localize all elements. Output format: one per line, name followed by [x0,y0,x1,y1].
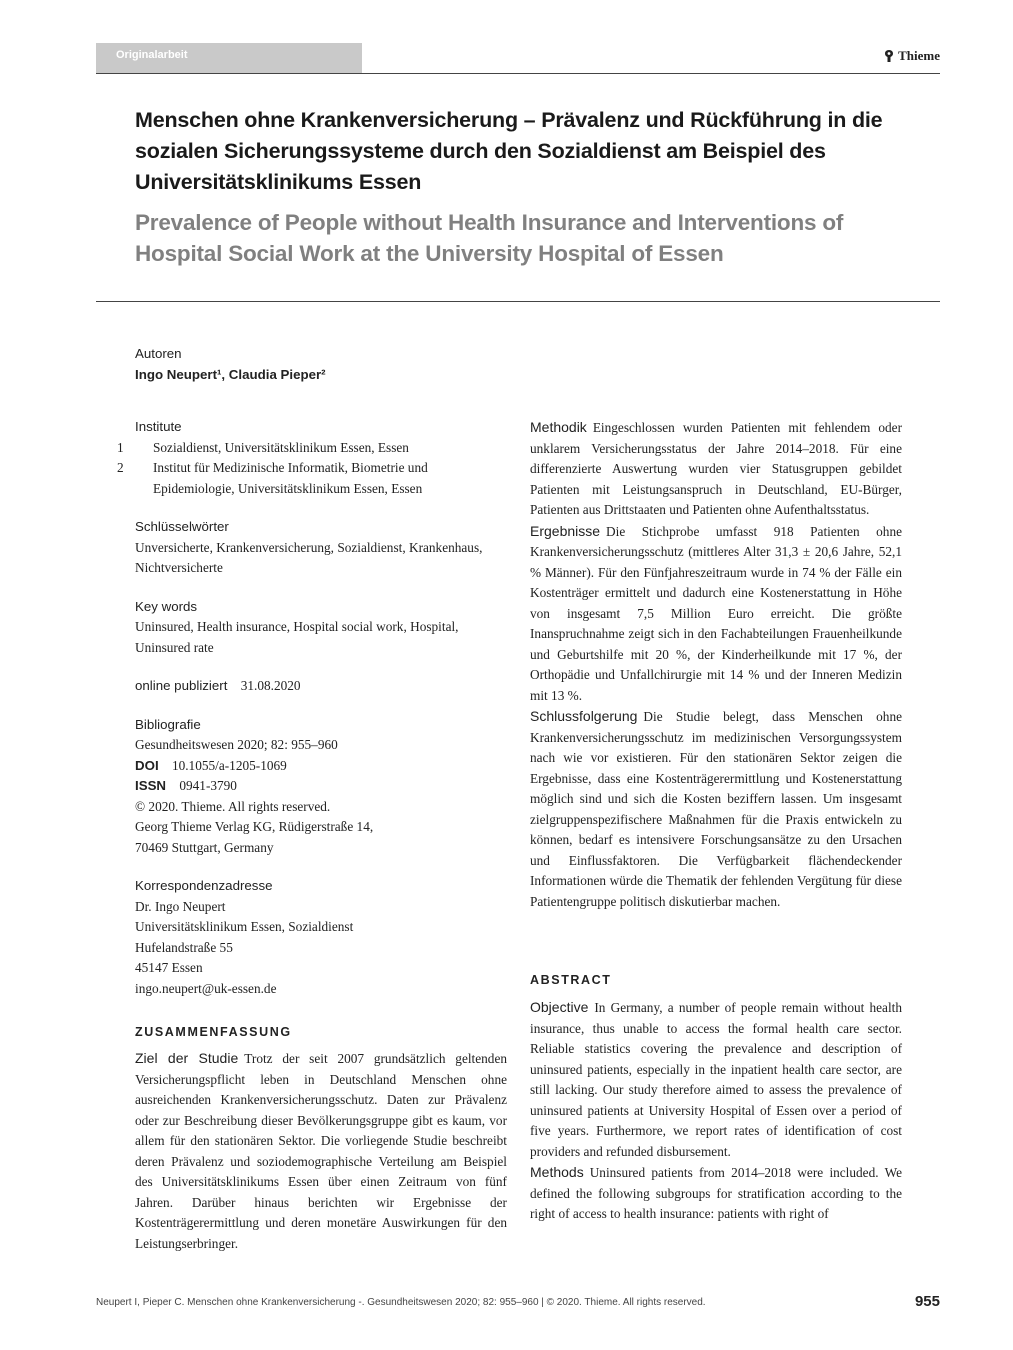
objective-title: Objective [530,999,589,1015]
schluss-title: Schlussfolgerung [530,708,638,724]
institute-item: 2 Institut für Medizinische Informatik, Biometrie und Epidemiologie, Universitätsklinikum Essen, Essen [117,460,428,496]
publisher-address-2: 70469 Stuttgart, Germany [135,839,274,855]
correspondence-line: Dr. Ingo Neupert [135,898,226,914]
copyright-line: © 2020. Thieme. All rights reserved. [135,798,331,814]
institutes-label: Institute [135,419,182,434]
right-column-abstract-en [530,997,902,1225]
ziel-title: Ziel der Studie [135,1050,239,1066]
correspondence-email[interactable]: ingo.neupert@uk-essen.de [135,980,277,996]
ergebnisse-title: Ergebnisse [530,522,601,539]
title-english: Prevalence of People without Health Insurance and Interventions of Hospital Social Work at the University Hospital of Essen [135,210,844,266]
publisher-name: Thieme [898,48,940,63]
issn-line: ISSN 0941-3790 [135,778,237,793]
doi-link[interactable]: 10.1055/a-1205-1069 [171,757,287,773]
objective-text: In Germany, a number of people remain without health insurance, thus unable to access the formal health care sector. Reliable statistics covering the prevalence and description of uninsured patients, especially in the inpatient health care sector, are still lacking. Our study therefore aimed to assess the prevalence of uninsured patients at University Hospital of Essen over a period of five years. Furthermore, we report rates of identification of cost providers and refunded disbursement. [530,1000,902,1159]
abstract-heading: ABSTRACT [530,973,612,987]
ziel-section [135,1048,507,1254]
correspondence-line: Hufelandstraße 55 [135,939,233,955]
keywords-en-text: Uninsured, Health insurance, Hospital social work, Hospital, Uninsured rate [135,619,459,655]
right-column-abstract-de [530,417,902,912]
methods-text: Uninsured patients from 2014–2018 were included. We defined the following subgroups for stratification according to the right of access to health insurance: patients with right of [530,1165,902,1221]
ergebnisse-text: Die Stichprobe umfasst 918 Patienten ohne Krankenversicherungsschutz (mittleres Alter 31,3 ± 20,6 Jahre, 52,1 % Männer). Für den Fünfjahreszeitraum wurde in 74 % der Fälle ein Kostenträger ermittelt und dadurch eine Kostenerstattung in Höhe von insgesamt 7,5 Million Euro erreicht. Die größte Inanspruchnahme zeigt sich in den Fachabteilungen Frauenheilkunde und Geburtshilfe mit 20 %, der Kinderheilkunde mit 17 %, der Orthopädie und Unfallchirurgie mit 14 % und der Inneren Medizin mit 13 %. [530,523,902,703]
zusammenfassung-heading: ZUSAMMENFASSUNG [135,1025,292,1039]
footer-citation: Neupert I, Pieper C. Menschen ohne Krankenversicherung -. Gesundheitswesen 2020; 82: 955–960 | © 2020. Thieme. All rights reserved. [96,1297,706,1308]
keywords-de-label: Schlüsselwörter [135,519,229,534]
title-german: Menschen ohne Krankenversicherung – Prävalenz und Rückführung in die sozialen Sicherungssysteme durch den Sozialdienst am Beispiel des Universitätsklinikums Essen [135,108,883,194]
bibliography-citation: Gesundheitswesen 2020; 82: 955–960 [135,737,338,752]
schluss-text: Die Studie belegt, dass Menschen ohne Krankenversicherungsschutz im medizinischen Versorgungssystem nach wie vor existieren. Für den stationären Sektor zeigen die Ergebnisse, dass eine Kostenträgerermittlung und Kostenerstattung möglich sind und sich die Kosten beziffern lassen. Um insgesamt zielgruppenspezifischere Maßnahmen für die Praxis entwickeln zu können, bedarf es intensivere Forschungsansätze zu den Ursachen und Einflussfaktoren. Die Verfügbarkeit flächendeckender Informationen würde die Thematik der fehlenden Vergütung für diese Patientengruppe politisch diskutierbar machen. [530,709,902,909]
authors-label: Autoren [135,346,182,361]
header-rule [96,73,940,74]
correspondence-label: Korrespondenzadresse [135,878,273,893]
thieme-logo-icon [884,49,894,63]
ziel-text: Trotz der seit 2007 grundsätzlich geltenden Versicherungspflicht leben in Deutschland Menschen ohne ausreichenden Krankenversicherungsschutz. Daten zur Prävalenz oder zur Beschreibung dieser Bevölkerungsgruppe gibt es kaum, vor allem für den stationären Sektor. Die vorliegende Studie beschreibt deren Prävalenz und soziodemographische Verteilung am Beispiel des Universitätsklinikums Essen über einen Zeitraum von fünf Jahren. Darüber hinaus berichten wir Ergebnisse der Kostenträgerermittlung und deren monetäre Auswirkungen für den Leistungserbringer. [135,1051,507,1251]
doi-line: DOI 10.1055/a-1205-1069 [135,757,287,773]
methodik-title: Methodik [530,419,587,435]
publisher-brand [884,48,940,64]
authors-names: Ingo Neupert¹, Claudia Pieper² [135,366,326,382]
keywords-en-label: Key words [135,598,198,614]
keywords-de-text: Unversicherte, Krankenversicherung, Sozialdienst, Krankenhaus, Nichtversicherte [135,539,483,575]
publisher-address-1: Georg Thieme Verlag KG, Rüdigerstraße 14, [135,819,374,834]
institute-item: 1 Sozialdienst, Universitätsklinikum Essen, Essen [117,439,409,455]
correspondence-line: Universitätsklinikum Essen, Sozialdienst [135,919,354,934]
metadata-column [117,417,507,999]
published-line [135,676,507,697]
bibliography-label: Bibliografie [135,716,201,732]
methods-title: Methods [530,1164,584,1180]
section-tab: Originalarbeit [96,43,362,74]
correspondence-line: 45147 Essen [135,960,203,975]
title-rule [96,301,940,302]
published-label: online publiziert [135,678,228,693]
authors-block [135,344,505,385]
published-date: 31.08.2020 [240,678,301,693]
methodik-text: Eingeschlossen wurden Patienten mit fehlendem oder unklarem Versicherungsstatus der Jahre 2014–2018. Für eine differenzierte Auswertung wurden vier Statusgruppen gebildet Patienten mit Leistungsanspruch in Deutschland, EU-Bürger, Patienten aus Drittstaaten und Patienten ohne Aufenthaltsstatus. [530,420,902,517]
page-number: 955 [914,1293,940,1310]
